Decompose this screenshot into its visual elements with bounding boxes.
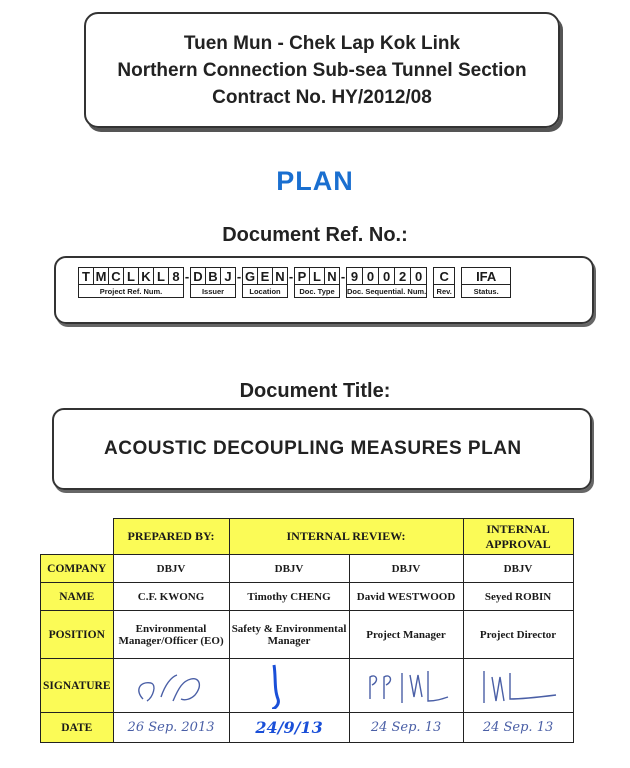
label-issuer: Issuer	[191, 285, 236, 298]
doc-ref-chars-row	[79, 268, 511, 285]
date-row	[41, 713, 574, 743]
signature-cell-approval	[463, 659, 573, 713]
date-cell: 24 Sep. 13	[463, 713, 573, 743]
approval-table	[40, 518, 574, 743]
header-prepared-by: PREPARED BY:	[113, 519, 229, 555]
ref-char: B	[206, 268, 221, 285]
ref-char: L	[124, 268, 139, 285]
signature-cell-review-1	[229, 659, 349, 713]
label-rev: Rev.	[434, 285, 455, 298]
ref-char: T	[79, 268, 94, 285]
ref-separator: -	[236, 268, 242, 284]
doc-title-box	[52, 408, 592, 490]
company-cell: DBJV	[463, 555, 573, 583]
name-row	[41, 583, 574, 611]
position-cell: Project Director	[463, 611, 573, 659]
label-project-ref: Project Ref. Num.	[79, 285, 184, 298]
doc-ref-heading: Document Ref. No.:	[222, 224, 408, 246]
header-line-2: Northern Connection Sub-sea Tunnel Section	[117, 59, 527, 81]
ref-char: E	[258, 268, 273, 285]
ref-status: IFA	[462, 268, 511, 285]
header-internal-approval: INTERNAL APPROVAL	[463, 519, 573, 555]
date-cell: 26 Sep. 2013	[113, 713, 229, 743]
row-label-name: NAME	[41, 583, 114, 611]
header-line-1: Tuen Mun - Chek Lap Kok Link	[183, 32, 461, 54]
ref-separator: -	[184, 268, 190, 284]
row-label-signature: SIGNATURE	[41, 659, 114, 713]
ref-char: M	[94, 268, 109, 285]
ref-char: 9	[347, 268, 363, 285]
ref-char: K	[139, 268, 154, 285]
ref-char: 2	[395, 268, 411, 285]
ref-separator: -	[340, 268, 346, 284]
ref-char: P	[295, 268, 310, 285]
doc-ref-box	[54, 256, 594, 324]
company-cell: DBJV	[229, 555, 349, 583]
ref-char: 8	[169, 268, 184, 285]
ref-char: N	[273, 268, 288, 285]
ref-char: J	[221, 268, 236, 285]
signature-image	[356, 663, 456, 709]
doc-title-heading: Document Title:	[239, 380, 391, 402]
name-cell: C.F. KWONG	[113, 583, 229, 611]
position-cell: Environmental Manager/Officer (EO)	[113, 611, 229, 659]
doc-title: ACOUSTIC DECOUPLING MEASURES PLAN	[104, 438, 522, 459]
ref-char: 0	[411, 268, 427, 285]
label-doc-type: Doc. Type	[295, 285, 340, 298]
label-sequential: Doc. Sequential. Num.	[347, 286, 427, 296]
contract-header-box	[84, 12, 560, 128]
ref-char: 0	[379, 268, 395, 285]
signature-cell-review-2	[349, 659, 463, 713]
signature-image	[121, 663, 221, 709]
name-cell: David WESTWOOD	[349, 583, 463, 611]
ref-char: C	[109, 268, 124, 285]
ref-char: D	[191, 268, 206, 285]
ref-char: L	[310, 268, 325, 285]
company-row	[41, 555, 574, 583]
doc-ref-labels-row	[79, 285, 511, 298]
row-label-position: POSITION	[41, 611, 114, 659]
position-row	[41, 611, 574, 659]
position-cell: Project Manager	[349, 611, 463, 659]
plan-title: PLAN	[276, 166, 354, 196]
ref-char: L	[154, 268, 169, 285]
ref-char: 0	[363, 268, 379, 285]
label-location: Location	[243, 285, 288, 298]
row-label-company: COMPANY	[41, 555, 114, 583]
header-line-3: Contract No. HY/2012/08	[212, 86, 432, 108]
ref-separator: -	[288, 268, 294, 284]
ref-rev: C	[434, 268, 455, 285]
company-cell: DBJV	[349, 555, 463, 583]
name-cell: Seyed ROBIN	[463, 583, 573, 611]
position-cell: Safety & Environmental Manager	[229, 611, 349, 659]
name-cell: Timothy CHENG	[229, 583, 349, 611]
approval-header-row	[41, 519, 574, 555]
company-cell: DBJV	[113, 555, 229, 583]
signature-image	[234, 663, 344, 709]
signature-image	[468, 663, 568, 709]
row-label-date: DATE	[41, 713, 114, 743]
date-cell: 24/9/13	[229, 713, 349, 743]
signature-cell-prepared	[113, 659, 229, 713]
ref-char: G	[243, 268, 258, 285]
signature-row	[41, 659, 574, 713]
label-status: Status.	[462, 285, 511, 298]
date-cell: 24 Sep. 13	[349, 713, 463, 743]
ref-char: N	[325, 268, 340, 285]
doc-ref-table	[78, 267, 511, 298]
header-internal-review: INTERNAL REVIEW:	[229, 519, 463, 555]
